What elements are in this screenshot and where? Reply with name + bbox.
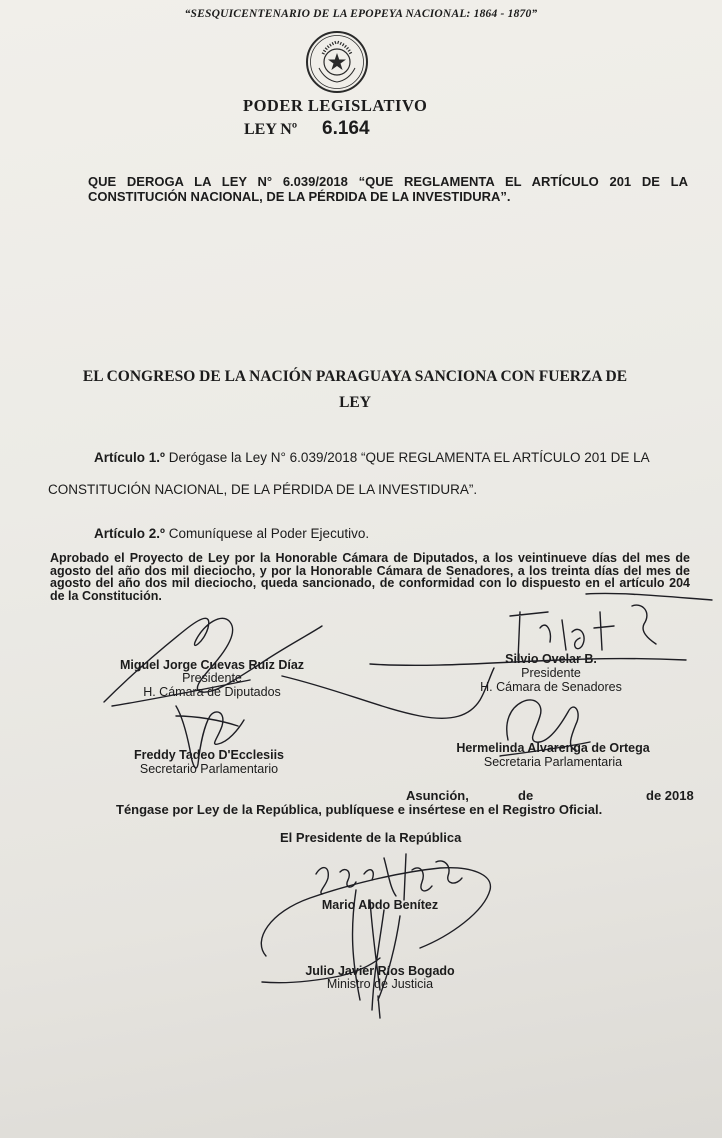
law-number: 6.164 (322, 118, 370, 139)
deputies-president-block (98, 658, 326, 699)
deputies-president-name: Miguel Jorge Cuevas Ruiz Díaz (119, 658, 305, 672)
minister-block (284, 964, 476, 991)
deputies-secretary-name: Freddy Tadeo D'Ecclesiis (133, 748, 285, 762)
president-name: Mario Abdo Benítez (321, 898, 439, 912)
commemorative-motto: “SESQUICENTENARIO DE LA EPOPEYA NACIONAL: 1864 - 1870” (184, 8, 538, 20)
senate-secretary-name: Hermelinda Alvarenga de Ortega (456, 741, 650, 755)
deputies-secretary-role: Secretario Parlamentario (139, 762, 279, 776)
minister-role: Ministro de Justicia (326, 977, 434, 991)
article-1-text-line-1: Derógase la Ley N° 6.039/2018 “QUE REGLAMENTA EL ARTÍCULO 201 DE LA (168, 450, 650, 465)
senate-president-block (458, 652, 644, 694)
promulgation-de: de (518, 788, 534, 803)
article-1 (48, 442, 698, 506)
enactment-line-2: LEY (339, 394, 371, 411)
promulgation-year: de 2018 (646, 788, 694, 803)
article-2 (94, 526, 369, 541)
senate-president-name: Silvio Ovelar B. (505, 652, 597, 666)
signature-abdo-icon (316, 854, 462, 900)
deputies-secretary-block (108, 748, 310, 776)
senate-president-role: Presidente (521, 666, 581, 680)
article-2-label: Artículo 2.º (94, 526, 165, 541)
deputies-president-body: H. Cámara de Diputados (143, 685, 281, 699)
senate-secretary-block (440, 741, 666, 769)
article-1-label: Artículo 1.º (94, 450, 165, 465)
enactment-formula (30, 364, 680, 416)
deputies-president-role: Presidente (182, 671, 242, 685)
minister-name: Julio Javier Ríos Bogado (305, 964, 455, 978)
institution-title: PODER LEGISLATIVO (243, 96, 428, 115)
article-1-text-line-2: CONSTITUCIÓN NACIONAL, DE LA PÉRDIDA DE LA INVESTIDURA”. (48, 482, 478, 497)
senate-president-body: H. Cámara de Senadores (480, 680, 622, 694)
law-subject: QUE DEROGA LA LEY N° 6.039/2018 “QUE REGLAMENTA EL ARTÍCULO 201 DE LA CONSTITUCIÓN NACIONAL, DE LA PÉRDIDA DE LA INVESTIDURA”. (88, 174, 688, 204)
national-seal-icon (305, 30, 369, 94)
senate-secretary-role: Secretaria Parlamentaria (483, 755, 623, 769)
article-2-text: Comuníquese al Poder Ejecutivo. (168, 526, 370, 541)
president-title: El Presidente de la República (280, 830, 462, 845)
promulgation-text: Téngase por Ley de la República, publíquese e insértese en el Registro Oficial. (116, 802, 603, 817)
enactment-line-1: EL CONGRESO DE LA NACIÓN PARAGUAYA SANCIONA CON FUERZA DE (82, 368, 628, 385)
approval-paragraph: Aprobado el Proyecto de Ley por la Honorable Cámara de Diputados, a los veintinueve días del mes de agosto del año dos mil dieciocho, y por la Honorable Cámara de Senadores, a los treinta días del mes de agosto del año dos mil dieciocho, queda sancionado, de conformidad con lo dispuesto en el artículo 204 de la Constitución. (50, 551, 690, 603)
law-number-label: LEY Nº (244, 121, 298, 138)
promulgation-city: Asunción, (406, 788, 469, 803)
